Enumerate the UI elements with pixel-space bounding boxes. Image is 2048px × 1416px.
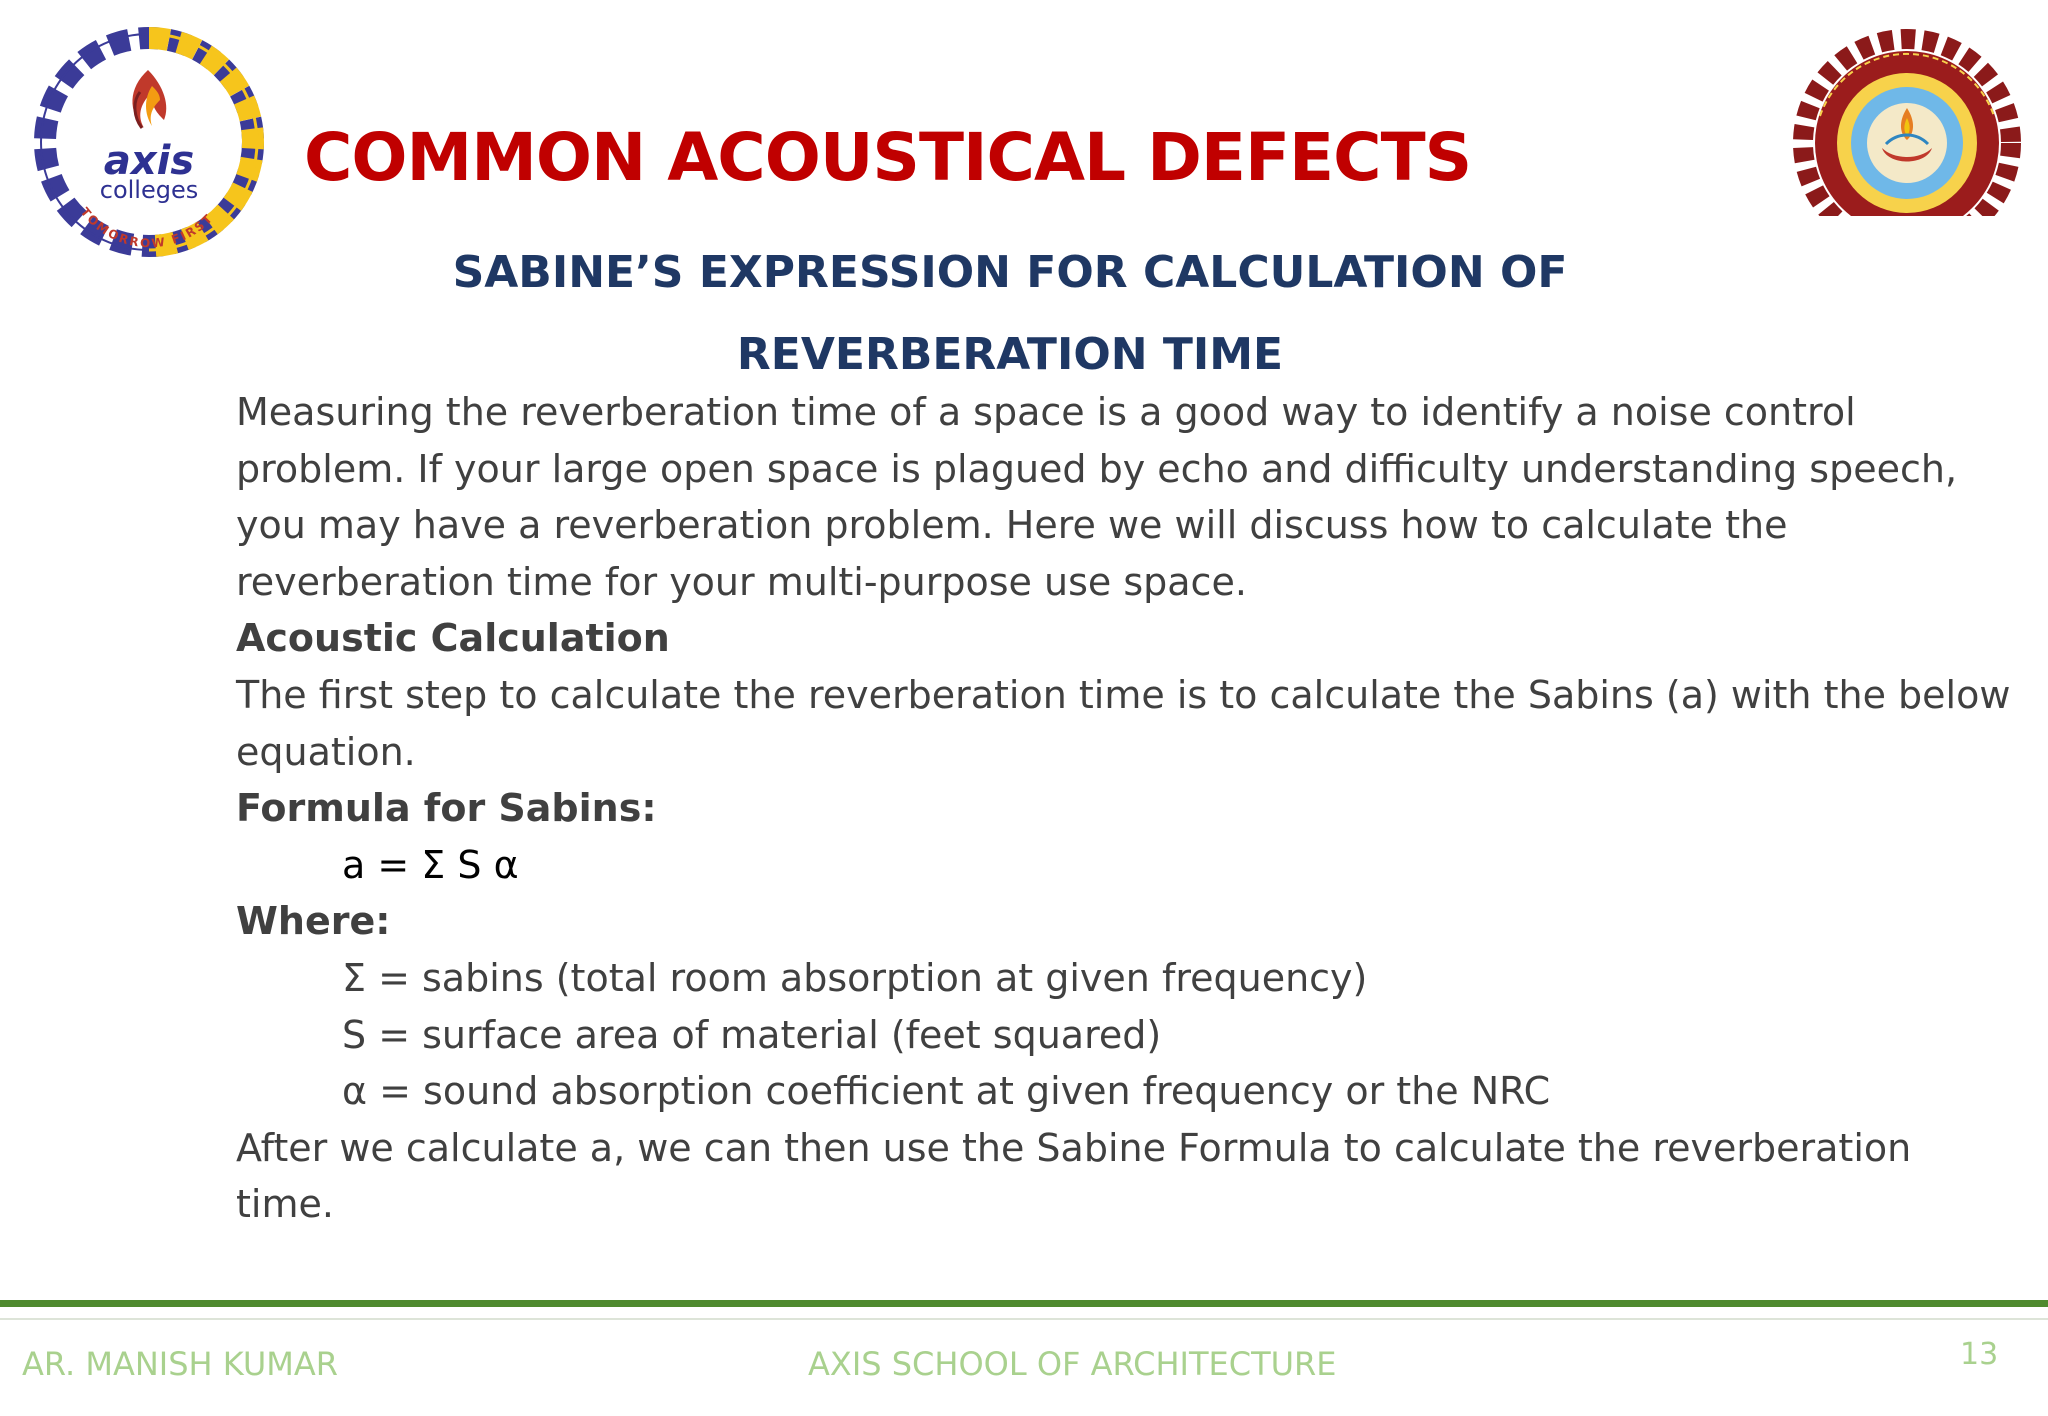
- formula-heading: Formula for Sabins:: [236, 786, 657, 831]
- page-title: COMMON ACOUSTICAL DEFECTS: [304, 119, 1472, 196]
- intro-paragraph: Measuring the reverberation time of a space is a good way to identify a noise control problem. If your large open space is plagued by echo and difficulty understanding speech, you may have a reverberation problem. Here we will discuss how to calculate the reverberation time for your multi-purpose use space.: [236, 390, 1958, 604]
- logo-name-text: axis: [103, 138, 195, 184]
- sabins-formula: a = Σ S α: [342, 842, 519, 887]
- footer-divider-thin: [0, 1318, 2048, 1320]
- definition-item: α = sound absorption coefficient at given frequency or the NRC: [342, 1069, 1551, 1114]
- footer-institution: AXIS SCHOOL OF ARCHITECTURE: [808, 1345, 1337, 1383]
- step-paragraph: The first step to calculate the reverberation time is to calculate the Sabins (a) with the below equation.: [236, 672, 2011, 774]
- closing-paragraph: After we calculate a, we can then use the Sabine Formula to calculate the reverberation time.: [236, 1125, 1912, 1227]
- axis-colleges-logo: [24, 22, 274, 262]
- footer-divider: [0, 1300, 2048, 1307]
- slide-body: [236, 384, 2016, 1233]
- where-heading: Where:: [236, 899, 391, 944]
- footer-author: AR. MANISH KUMAR: [22, 1345, 339, 1383]
- seal-graphic: [1790, 26, 2024, 216]
- section-heading: Acoustic Calculation: [236, 616, 670, 661]
- page-subtitle: SABINE’S EXPRESSION FOR CALCULATION OF REVERBERATION TIME: [452, 247, 1568, 380]
- university-seal-logo: [1790, 26, 2024, 216]
- definition-item: S = surface area of material (feet squared): [342, 1012, 1162, 1057]
- logo-subname-text: colleges: [99, 176, 199, 204]
- axis-logo-graphic: [24, 22, 274, 262]
- page-number: 13: [1960, 1337, 1999, 1372]
- definition-item: Σ = sabins (total room absorption at given frequency): [342, 955, 1368, 1000]
- logo-tagline-text: TOMORROW FIRST: [77, 204, 217, 251]
